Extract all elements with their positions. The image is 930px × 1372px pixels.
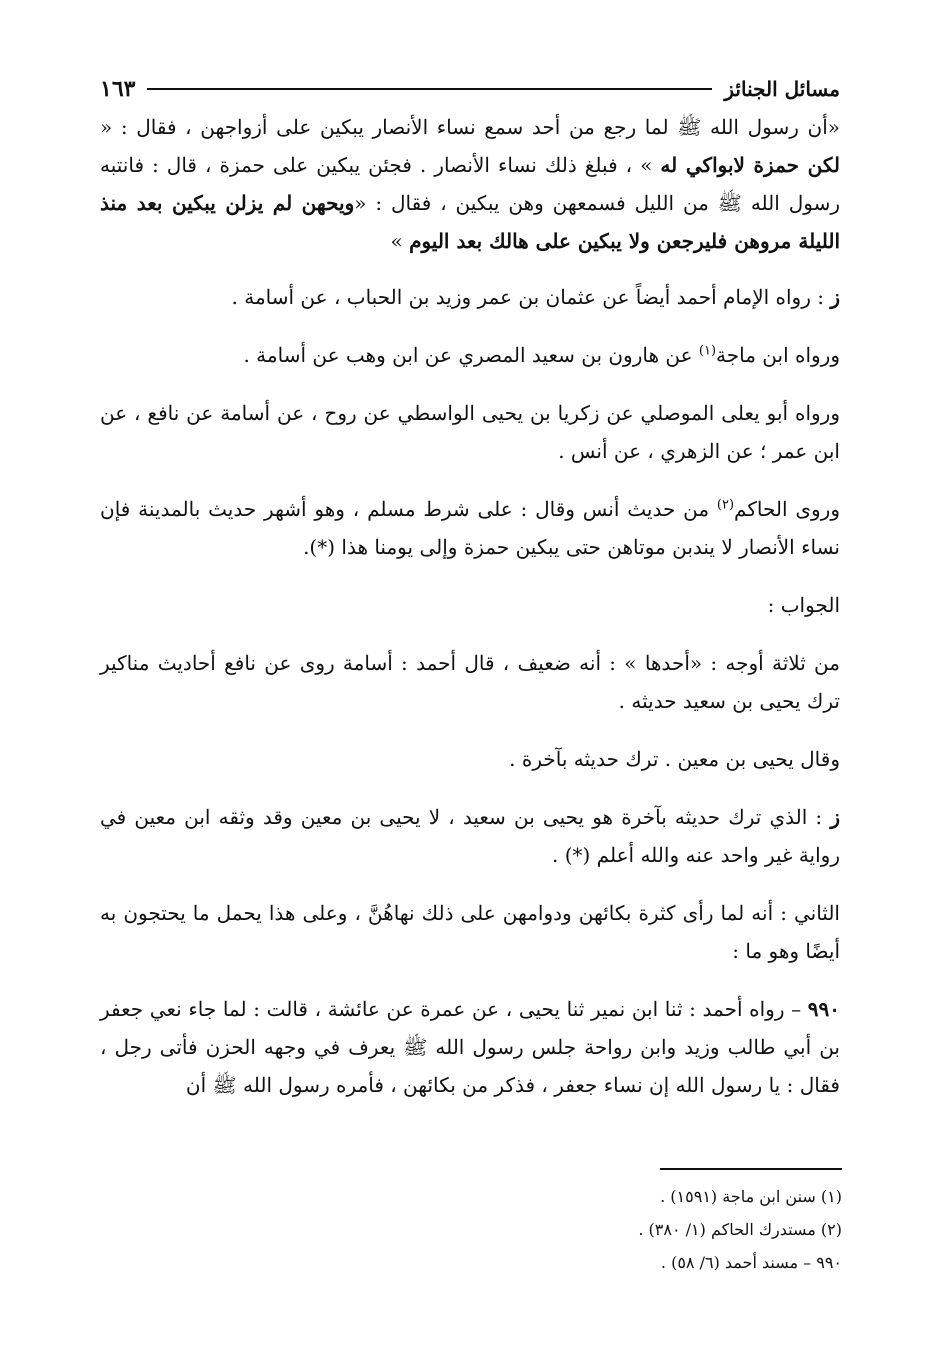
paragraph-hakim	[100, 490, 840, 566]
text-span: عن هارون بن سعيد المصري عن ابن وهب عن أسامة .	[243, 343, 699, 367]
text-span: من حديث أنس وقال : على شرط مسلم ، وهو أشهر حديث بالمدينة فإن نساء الأنصار لا يندبن موتاهن حتى يبكين حمزة وإلى يومنا هذا (*).	[100, 497, 840, 559]
text-span: »	[390, 229, 410, 253]
footnote-2: (٢) مستدرك الحاكم (١/ ٣٨٠) .	[638, 1220, 842, 1239]
paragraph-ibn-main: وقال يحيى بن معين . ترك حديثه بآخرة .	[509, 747, 840, 771]
paragraph-ahmad-narration	[100, 278, 840, 316]
main-text	[100, 108, 840, 1124]
bold-quote: لكن حمزة لابواكي له	[660, 153, 840, 177]
page-number: ١٦٣	[100, 76, 136, 102]
footnote-1: (١) سنن ابن ماجة (١٥٩١) .	[660, 1187, 842, 1206]
text-span: : رواه الإمام أحمد أيضاً عن عثمان بن عمر وزيد بن الحباب ، عن أسامة .	[231, 285, 831, 309]
running-header	[100, 72, 840, 106]
chapter-title: مسائل الجنائز	[724, 77, 840, 101]
hadith-number: ٩٩٠	[807, 997, 841, 1021]
zay-marker: ز	[830, 285, 840, 309]
footnote-ref-1[interactable]: (١)	[698, 343, 717, 359]
paragraph-hadith-990	[100, 990, 840, 1104]
paragraph-zay-comment	[100, 798, 840, 874]
paragraph-hadith-continuation	[100, 108, 840, 260]
footnote-990: ٩٩٠ – مسند أحمد (٦/ ٥٨) .	[660, 1253, 842, 1272]
paragraph-ibn-majah	[100, 336, 840, 374]
paragraph-first-aspect: من ثلاثة أوجه : «أحدها » : أنه ضعيف ، قال أحمد : أسامة روى عن نافع أحاديث مناكير ترك يحيى بن سعيد حديثه .	[100, 651, 840, 713]
heading-answer: الجواب :	[767, 593, 840, 617]
paragraph-abu-yala: ورواه أبو يعلى الموصلي عن زكريا بن يحيى الواسطي عن روح ، عن أسامة عن نافع ، عن ابن عمر ؛ عن الزهري ، عن أنس .	[100, 401, 840, 463]
footnote-ref-2[interactable]: (٢)	[716, 497, 735, 513]
header-rule	[147, 88, 712, 90]
text-span: : الذي ترك حديثه بآخرة هو يحيى بن سعيد ، لا يحيى بن معين وقد وثقه ابن معين في رواية غير واحد عنه والله أعلم (*) .	[100, 805, 840, 867]
paragraph-second-aspect: الثاني : أنه لما رأى كثرة بكائهن ودوامهن على ذلك نهاهُنَّ ، وعلى هذا يحمل ما يحتجون به أيضًا وهو ما :	[100, 901, 840, 963]
text-span: – رواه أحمد : ثنا ابن نمير ثنا يحيى ، عن عمرة عن عائشة ، قالت : لما جاء نعي جعفر بن أبي طالب وزيد وابن رواحة جلس رسول الله ﷺ يعرف في وجهه الحزن فأتى رجل ، فقال : يا رسول الله إن نساء جعفر ، فذكر من بكائهن ، فأمره رسول الله ﷺ أن	[100, 997, 840, 1097]
text-span: ورواه ابن ماجة	[716, 343, 840, 367]
bold-quote: ويحهن لم يزلن يبكين بعد منذ الليلة مروهن فليرجعن ولا يبكين على هالك بعد اليوم	[100, 191, 840, 253]
text-span: وروى الحاكم	[734, 497, 840, 521]
zay-marker: ز	[830, 805, 840, 829]
text-span: » ، فبلغ ذلك نساء الأنصار . فجئن يبكين على حمزة ، قال : فانتبه رسول الله ﷺ من الليل فسمعهن وهن يبكين ، فقال : «	[100, 153, 840, 215]
text-span: «أن رسول الله ﷺ لما رجع من أحد سمع نساء الأنصار يبكين على أزواجهن ، فقال : «	[100, 115, 840, 139]
footnote-separator	[660, 1168, 842, 1170]
footnotes	[100, 1180, 842, 1279]
